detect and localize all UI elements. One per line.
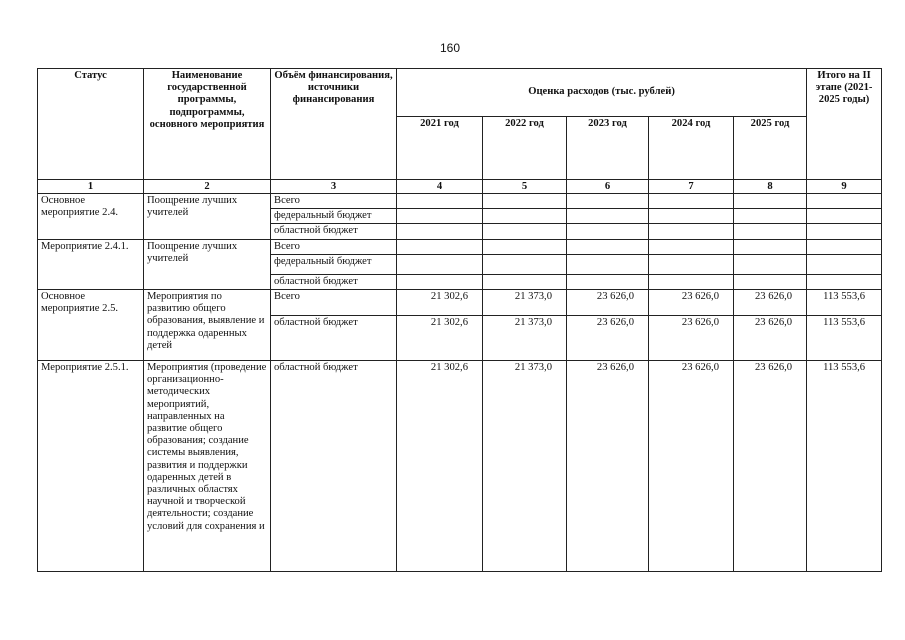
column-number: 7	[649, 180, 734, 194]
row-status: Основное мероприятие 2.5.	[38, 290, 144, 361]
column-number: 8	[734, 180, 807, 194]
row-name: Поощрение лучших учителей	[144, 194, 271, 240]
row-value: 21 302,6	[397, 316, 483, 361]
row-value	[567, 194, 649, 209]
row-source: Всего	[271, 290, 397, 316]
row-total: 113 553,6	[807, 316, 882, 361]
table-row	[38, 361, 882, 572]
row-total	[807, 209, 882, 224]
row-total: 113 553,6	[807, 290, 882, 316]
row-value	[397, 224, 483, 239]
row-value	[397, 254, 483, 274]
row-value	[483, 239, 567, 254]
page-number: 160	[440, 41, 461, 55]
row-value: 21 302,6	[397, 290, 483, 316]
row-total	[807, 239, 882, 254]
row-value	[567, 274, 649, 289]
row-value: 21 302,6	[397, 361, 483, 572]
header-year-2025: 2025 год	[734, 117, 807, 180]
column-number: 4	[397, 180, 483, 194]
row-value	[397, 209, 483, 224]
row-value: 23 626,0	[567, 290, 649, 316]
row-value	[649, 274, 734, 289]
header-year-2022: 2022 год	[483, 117, 567, 180]
row-source: федеральный бюджет	[271, 209, 397, 224]
row-value	[649, 194, 734, 209]
column-number: 2	[144, 180, 271, 194]
row-source: федеральный бюджет	[271, 254, 397, 274]
row-value: 21 373,0	[483, 361, 567, 572]
row-value	[734, 274, 807, 289]
row-total	[807, 254, 882, 274]
row-value	[483, 224, 567, 239]
column-number: 6	[567, 180, 649, 194]
row-total	[807, 194, 882, 209]
table-row	[38, 194, 882, 209]
header-status: Статус	[38, 69, 144, 180]
row-value	[734, 224, 807, 239]
row-status: Мероприятие 2.5.1.	[38, 361, 144, 572]
row-value: 23 626,0	[734, 361, 807, 572]
header-volume: Объём финансирования, источники финансирования	[271, 69, 397, 180]
row-value	[734, 194, 807, 209]
table-row	[38, 239, 882, 254]
column-number: 5	[483, 180, 567, 194]
column-number: 1	[38, 180, 144, 194]
column-number: 3	[271, 180, 397, 194]
row-value	[734, 254, 807, 274]
row-value	[734, 209, 807, 224]
header-year-2024: 2024 год	[649, 117, 734, 180]
header-expenses: Оценка расходов (тыс. рублей)	[397, 69, 807, 117]
row-value	[649, 224, 734, 239]
row-value: 23 626,0	[649, 316, 734, 361]
header-name: Наименование государственной программы, подпрограммы, основного мероприятия	[144, 69, 271, 180]
header-year-2023: 2023 год	[567, 117, 649, 180]
row-value	[734, 239, 807, 254]
row-value	[483, 209, 567, 224]
row-source: Всего	[271, 239, 397, 254]
row-source: областной бюджет	[271, 361, 397, 572]
column-number: 9	[807, 180, 882, 194]
row-value	[649, 239, 734, 254]
column-numbers-row	[38, 180, 882, 194]
row-total: 113 553,6	[807, 361, 882, 572]
row-value	[397, 274, 483, 289]
row-value	[649, 209, 734, 224]
row-value: 21 373,0	[483, 316, 567, 361]
row-value: 21 373,0	[483, 290, 567, 316]
row-value	[397, 239, 483, 254]
row-value	[483, 194, 567, 209]
header-row	[38, 69, 882, 117]
row-value: 23 626,0	[649, 290, 734, 316]
row-source: областной бюджет	[271, 274, 397, 289]
row-value	[483, 274, 567, 289]
row-name: Поощрение лучших учителей	[144, 239, 271, 289]
row-status: Мероприятие 2.4.1.	[38, 239, 144, 289]
row-value: 23 626,0	[734, 316, 807, 361]
row-value	[649, 254, 734, 274]
row-value: 23 626,0	[734, 290, 807, 316]
row-source: областной бюджет	[271, 224, 397, 239]
row-value	[567, 224, 649, 239]
row-value	[397, 194, 483, 209]
row-name: Мероприятия по развитию общего образования, выявление и поддержка одаренных детей	[144, 290, 271, 361]
row-status: Основное мероприятие 2.4.	[38, 194, 144, 240]
row-total	[807, 274, 882, 289]
header-year-2021: 2021 год	[397, 117, 483, 180]
row-value	[567, 239, 649, 254]
row-value	[567, 254, 649, 274]
header-total: Итого на II этапе (2021-2025 годы)	[807, 69, 882, 180]
row-value	[567, 209, 649, 224]
row-value	[483, 254, 567, 274]
row-value: 23 626,0	[567, 361, 649, 572]
row-value: 23 626,0	[649, 361, 734, 572]
row-source: Всего	[271, 194, 397, 209]
row-total	[807, 224, 882, 239]
budget-table	[37, 68, 882, 572]
row-name: Мероприятия (проведение организационно-методических мероприятий, направленных на развитие общего образования; создание системы выявления, развития и поддержки одаренных детей в различных областях научной и творческой деятельности; создание условий для сохранения и	[144, 361, 271, 572]
table-row	[38, 290, 882, 316]
row-source: областной бюджет	[271, 316, 397, 361]
row-value: 23 626,0	[567, 316, 649, 361]
